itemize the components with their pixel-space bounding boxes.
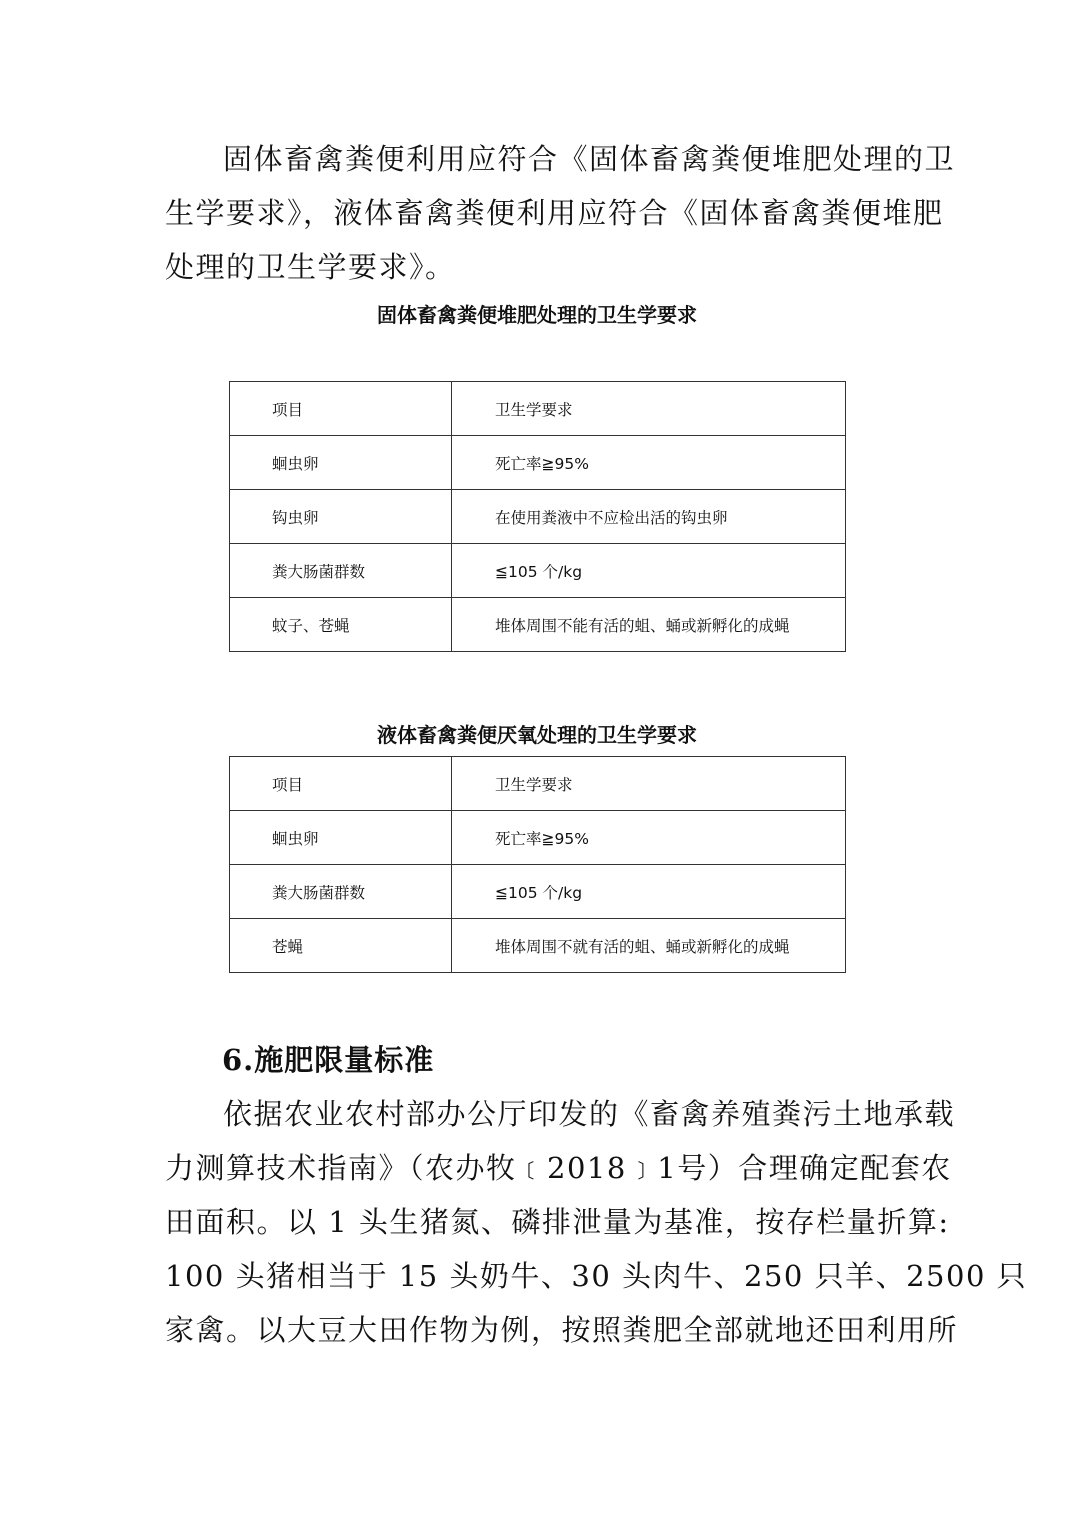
intro-line: 固体畜禽粪便利用应符合《固体畜禽粪便堆肥处理的卫 — [223, 142, 956, 176]
table-cell: 蛔虫卵 — [230, 436, 452, 490]
table-cell: 蚊子、苍蝇 — [230, 598, 452, 652]
table-cell: 在使用粪液中不应检出活的钩虫卵 — [452, 490, 846, 544]
table-cell: 粪大肠菌群数 — [230, 865, 452, 919]
intro-line: 生学要求》，液体畜禽粪便利用应符合《固体畜禽粪便堆肥 — [165, 196, 944, 230]
table-row — [230, 811, 846, 865]
table-cell: 粪大肠菌群数 — [230, 544, 452, 598]
intro-line: 处理的卫生学要求》。 — [165, 250, 456, 284]
table-cell: 死亡率≧95% — [452, 436, 846, 490]
table-cell: 苍蝇 — [230, 919, 452, 973]
table-row — [230, 544, 846, 598]
table-row — [230, 382, 846, 436]
table-row — [230, 919, 846, 973]
table-cell: 死亡率≧95% — [452, 811, 846, 865]
table-cell: 钩虫卵 — [230, 490, 452, 544]
section6-line: 家禽。以大豆大田作物为例，按照粪肥全部就地还田利用所 — [165, 1313, 959, 1347]
table-cell: ≦105 个/kg — [452, 544, 846, 598]
table-row — [230, 757, 846, 811]
table1 — [229, 381, 846, 652]
table-row — [230, 490, 846, 544]
table2-header-item: 项目 — [230, 757, 452, 811]
table-cell: ≦105 个/kg — [452, 865, 846, 919]
table1-header-requirement: 卫生学要求 — [452, 382, 846, 436]
intro-paragraph — [165, 132, 956, 294]
section-heading: 6.施肥限量标准 — [222, 1043, 435, 1077]
section6-paragraph — [165, 1087, 1028, 1357]
table-row — [230, 865, 846, 919]
table-cell: 堆体周围不能有活的蛆、蛹或新孵化的成蝇 — [452, 598, 846, 652]
table2 — [229, 756, 846, 973]
table1-header-item: 项目 — [230, 382, 452, 436]
section6-line: 田面积。以 1 头生猪氮、磷排泄量为基准，按存栏量折算: — [165, 1205, 950, 1239]
table-row — [230, 598, 846, 652]
section6-line: 力测算技术指南》（农办牧﹝2018﹞1号）合理确定配套农 — [165, 1151, 952, 1185]
section6-line: 依据农业农村部办公厅印发的《畜禽养殖粪污土地承载 — [223, 1097, 956, 1131]
table-row — [230, 436, 846, 490]
table-cell: 蛔虫卵 — [230, 811, 452, 865]
table2-title: 液体畜禽粪便厌氧处理的卫生学要求 — [377, 723, 697, 747]
table-cell: 堆体周围不就有活的蛆、蛹或新孵化的成蝇 — [452, 919, 846, 973]
table1-title: 固体畜禽粪便堆肥处理的卫生学要求 — [377, 303, 697, 327]
section6-line: 100 头猪相当于 15 头奶牛、30 头肉牛、250 只羊、2500 只 — [165, 1259, 1028, 1293]
table2-header-requirement: 卫生学要求 — [452, 757, 846, 811]
